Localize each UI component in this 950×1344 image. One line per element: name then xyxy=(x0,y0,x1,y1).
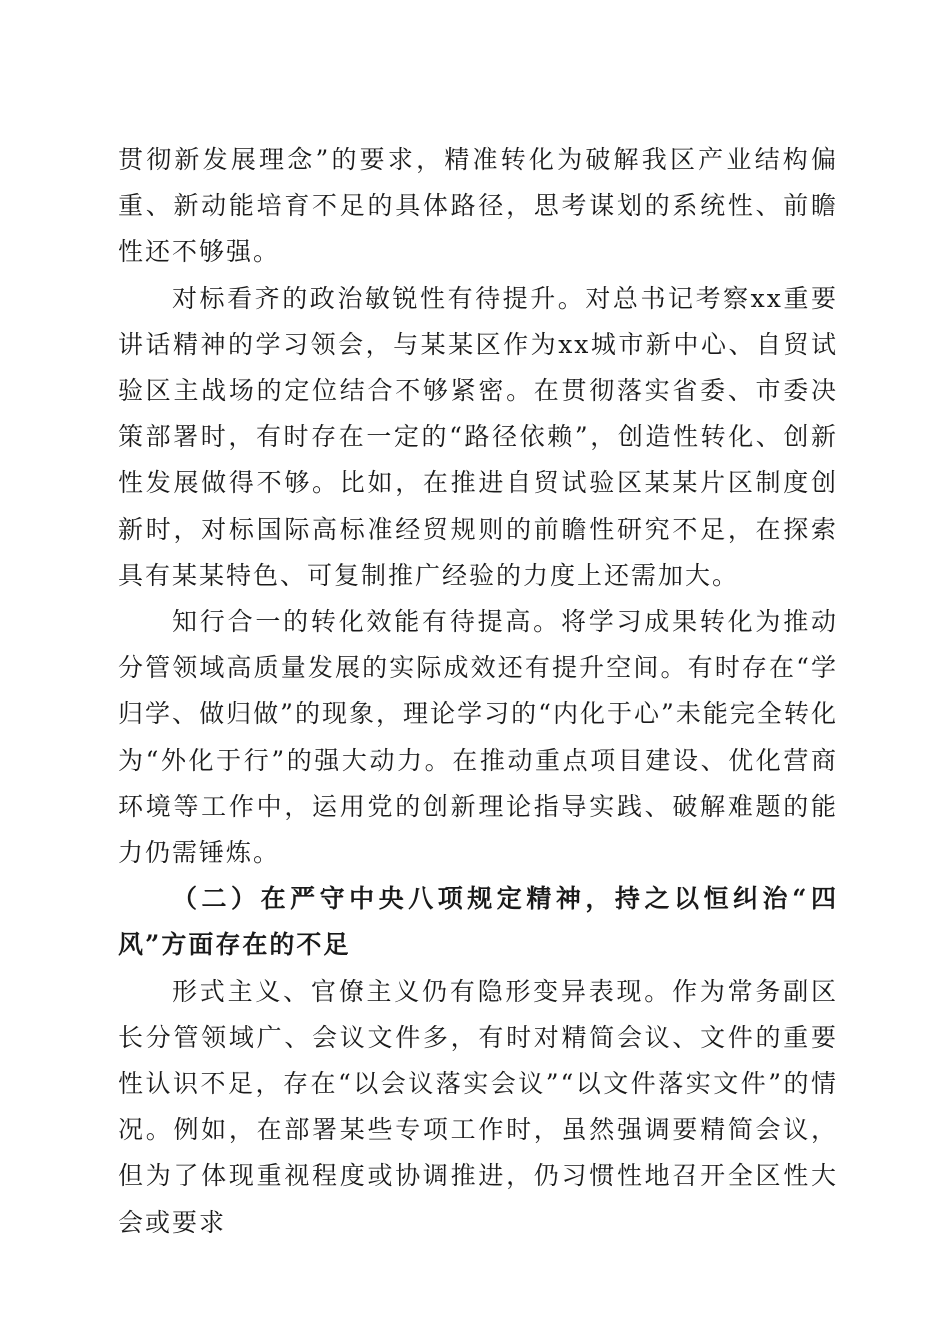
paragraph-continuation: 贯彻新发展理念”的要求，精准转化为破解我区产业结构偏重、新动能培育不足的具体路径，思考谋划的系统性、前瞻性还不够强。 xyxy=(118,145,838,267)
paragraph-political-sensitivity: 对标看齐的政治敏锐性有待提升。对总书记考察xx重要讲话精神的学习领会，与某某区作为xx城市新中心、自贸试验区主战场的定位结合不够紧密。在贯彻落实省委、市委决策部署时，有时存在一定的“路径依赖”，创造性转化、创新性发展做得不够。比如，在推进自贸试验区某某片区制度创新时，对标国际高标准经贸规则的前瞻性研究不足，在探索具有某某特色、可复制推广经验的力度上还需加大。 xyxy=(118,283,838,590)
paragraph-formalism: 形式主义、官僚主义仍有隐形变异表现。作为常务副区长分管领域广、会议文件多，有时对精简会议、文件的重要性认识不足，存在“以会议落实会议”“以文件落实文件”的情况。例如，在部署某些专项工作时，虽然强调要精简会议，但为了体现重视程度或协调推进，仍习惯性地召开全区性大会或要求 xyxy=(118,976,838,1237)
paragraph-knowledge-action: 知行合一的转化效能有待提高。将学习成果转化为推动分管领域高质量发展的实际成效还有提升空间。有时存在“学归学、做归做”的现象，理论学习的“内化于心”未能完全转化为“外化于行”的强大动力。在推动重点项目建设、优化营商环境等工作中，运用党的创新理论指导实践、破解难题的能力仍需锤炼。 xyxy=(118,607,838,868)
section-heading-eight-rules: （二）在严守中央八项规定精神，持之以恒纠治“四风”方面存在的不足 xyxy=(118,884,838,960)
document-body xyxy=(118,137,838,1246)
